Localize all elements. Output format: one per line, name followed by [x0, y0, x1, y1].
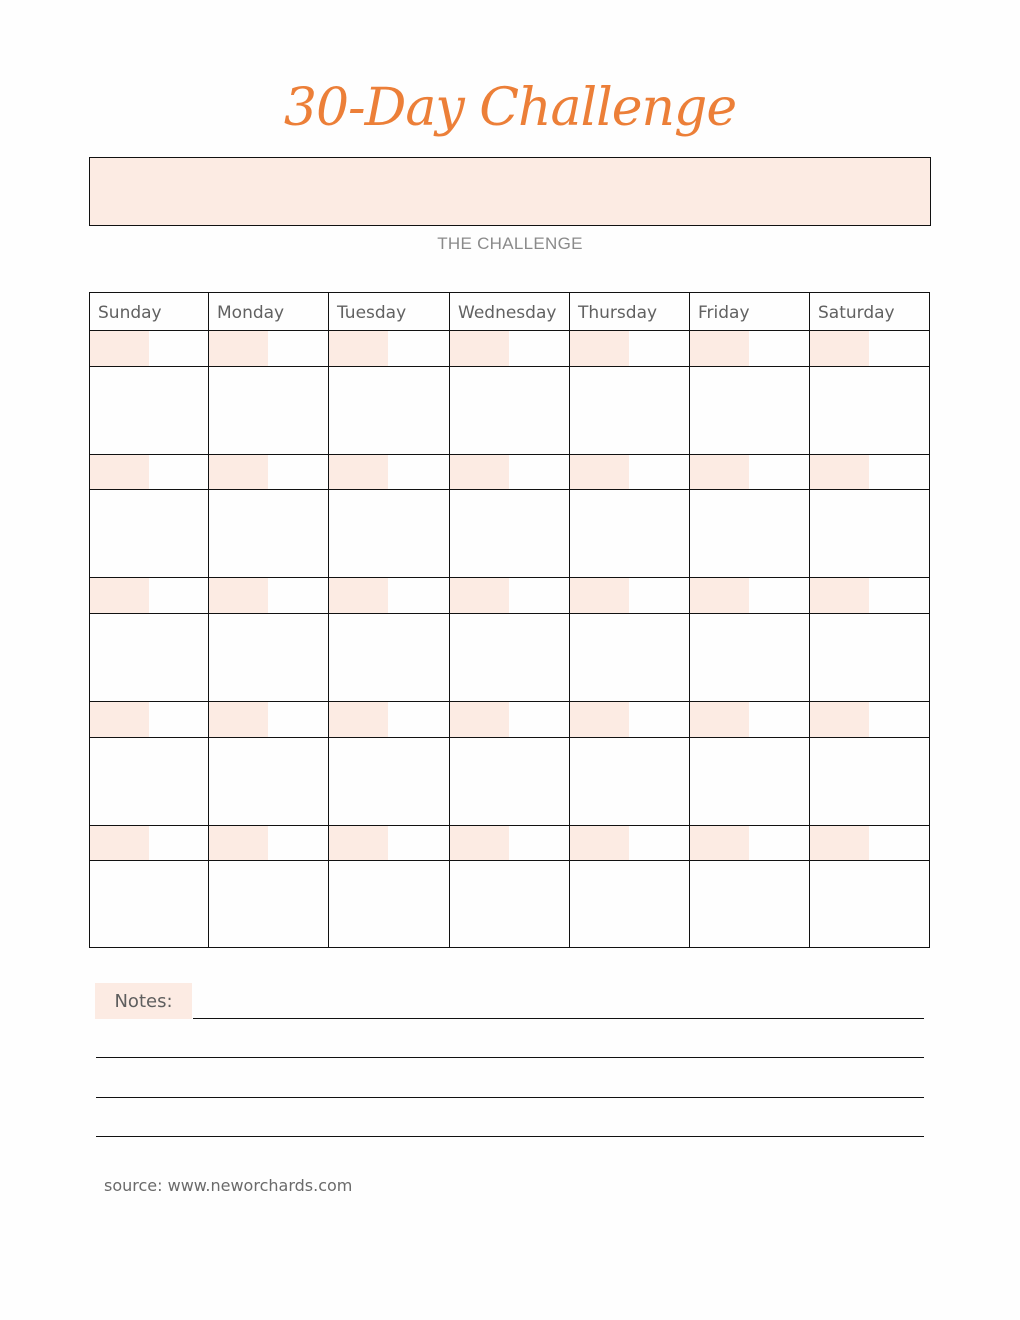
date-number-cell[interactable] — [690, 578, 749, 614]
date-number-cell[interactable] — [810, 455, 869, 490]
day-entry-cell[interactable] — [570, 490, 690, 578]
date-number-cell[interactable] — [329, 826, 388, 861]
grid-line — [90, 737, 929, 738]
date-number-cell[interactable] — [209, 826, 268, 861]
day-entry-cell[interactable] — [690, 367, 810, 455]
grid-line — [90, 701, 929, 702]
date-number-cell[interactable] — [570, 702, 629, 738]
date-number-cell[interactable] — [690, 702, 749, 738]
notes-line[interactable] — [96, 1097, 924, 1098]
day-entry-cell[interactable] — [209, 861, 329, 949]
date-number-cell[interactable] — [329, 455, 388, 490]
day-entry-cell[interactable] — [810, 367, 931, 455]
date-number-cell[interactable] — [90, 702, 149, 738]
date-number-cell[interactable] — [570, 578, 629, 614]
day-entry-cell[interactable] — [450, 367, 570, 455]
day-entry-cell[interactable] — [90, 490, 209, 578]
notes-label: Notes: — [95, 983, 192, 1019]
day-entry-cell[interactable] — [90, 367, 209, 455]
day-entry-cell[interactable] — [690, 490, 810, 578]
date-number-cell[interactable] — [690, 826, 749, 861]
date-number-cell[interactable] — [810, 578, 869, 614]
day-header: Thursday — [578, 303, 658, 323]
day-header: Wednesday — [458, 303, 557, 323]
challenge-input-box[interactable] — [89, 157, 931, 226]
day-entry-cell[interactable] — [810, 861, 931, 949]
day-header: Saturday — [818, 303, 895, 323]
notes-line[interactable] — [193, 1018, 924, 1019]
date-number-cell[interactable] — [450, 578, 509, 614]
day-entry-cell[interactable] — [570, 738, 690, 826]
date-number-cell[interactable] — [450, 331, 509, 367]
day-entry-cell[interactable] — [810, 490, 931, 578]
date-number-cell[interactable] — [90, 331, 149, 367]
grid-line — [90, 577, 929, 578]
day-entry-cell[interactable] — [690, 738, 810, 826]
grid-line — [90, 489, 929, 490]
notes-line[interactable] — [96, 1057, 924, 1058]
grid-line — [809, 293, 810, 947]
date-number-cell[interactable] — [690, 455, 749, 490]
date-number-cell[interactable] — [209, 702, 268, 738]
date-number-cell[interactable] — [570, 826, 629, 861]
date-number-cell[interactable] — [90, 455, 149, 490]
day-entry-cell[interactable] — [450, 738, 570, 826]
day-entry-cell[interactable] — [209, 490, 329, 578]
day-entry-cell[interactable] — [329, 738, 450, 826]
date-number-cell[interactable] — [209, 455, 268, 490]
page-title: 30-Day Challenge — [283, 78, 737, 138]
grid-line — [90, 825, 929, 826]
date-number-cell[interactable] — [690, 331, 749, 367]
grid-line — [90, 366, 929, 367]
day-entry-cell[interactable] — [450, 614, 570, 702]
day-header: Sunday — [98, 303, 162, 323]
date-number-cell[interactable] — [570, 455, 629, 490]
date-number-cell[interactable] — [90, 826, 149, 861]
day-entry-cell[interactable] — [810, 738, 931, 826]
day-entry-cell[interactable] — [329, 861, 450, 949]
grid-line — [328, 293, 329, 947]
day-header: Friday — [698, 303, 750, 323]
date-number-cell[interactable] — [450, 826, 509, 861]
date-number-cell[interactable] — [810, 826, 869, 861]
day-entry-cell[interactable] — [690, 861, 810, 949]
source-credit: source: www.neworchards.com — [104, 1176, 353, 1195]
date-number-cell[interactable] — [209, 331, 268, 367]
date-number-cell[interactable] — [90, 578, 149, 614]
day-entry-cell[interactable] — [450, 490, 570, 578]
day-entry-cell[interactable] — [329, 490, 450, 578]
grid-line — [208, 293, 209, 947]
day-entry-cell[interactable] — [329, 367, 450, 455]
date-number-cell[interactable] — [810, 331, 869, 367]
day-entry-cell[interactable] — [570, 367, 690, 455]
day-entry-cell[interactable] — [570, 861, 690, 949]
day-entry-cell[interactable] — [90, 861, 209, 949]
grid-line — [569, 293, 570, 947]
grid-line — [90, 330, 929, 331]
day-entry-cell[interactable] — [570, 614, 690, 702]
date-number-cell[interactable] — [450, 702, 509, 738]
day-entry-cell[interactable] — [690, 614, 810, 702]
date-number-cell[interactable] — [329, 702, 388, 738]
day-entry-cell[interactable] — [450, 861, 570, 949]
grid-line — [449, 293, 450, 947]
notes-line[interactable] — [96, 1136, 924, 1137]
grid-line — [90, 454, 929, 455]
date-number-cell[interactable] — [810, 702, 869, 738]
day-entry-cell[interactable] — [209, 367, 329, 455]
day-entry-cell[interactable] — [329, 614, 450, 702]
day-entry-cell[interactable] — [810, 614, 931, 702]
day-header: Tuesday — [337, 303, 407, 323]
day-entry-cell[interactable] — [209, 614, 329, 702]
date-number-cell[interactable] — [209, 578, 268, 614]
calendar-grid — [89, 292, 930, 948]
grid-line — [689, 293, 690, 947]
date-number-cell[interactable] — [329, 578, 388, 614]
day-entry-cell[interactable] — [209, 738, 329, 826]
date-number-cell[interactable] — [450, 455, 509, 490]
date-number-cell[interactable] — [329, 331, 388, 367]
day-entry-cell[interactable] — [90, 738, 209, 826]
day-header: Monday — [217, 303, 285, 323]
challenge-label: THE CHALLENGE — [437, 234, 583, 253]
grid-line — [90, 860, 929, 861]
date-number-cell[interactable] — [570, 331, 629, 367]
day-entry-cell[interactable] — [90, 614, 209, 702]
grid-line — [90, 613, 929, 614]
